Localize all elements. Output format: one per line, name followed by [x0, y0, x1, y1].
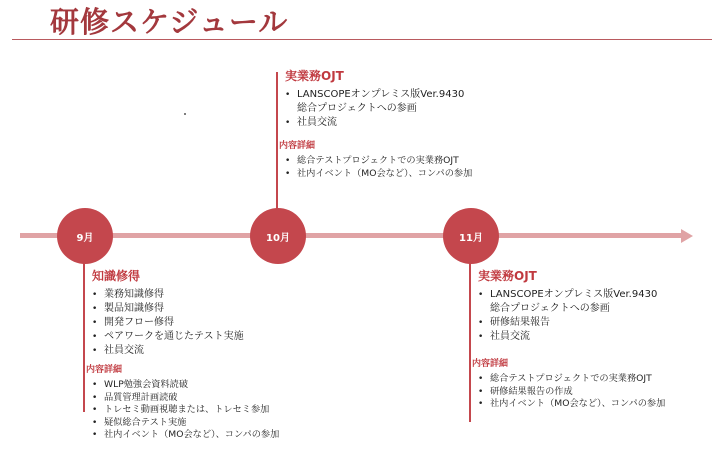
phase-nov-items	[478, 288, 665, 344]
node-nov-label: 11月	[459, 232, 483, 244]
list-item: • WLP勉強会資料読破	[92, 379, 279, 392]
stem-sep	[83, 262, 85, 412]
phase-oct-details	[285, 155, 472, 180]
list-item: • 社内イベント（MO会など）、コンパの参加	[285, 168, 472, 181]
phase-nov	[472, 268, 666, 411]
list-item: • 疑似総合テスト実施	[92, 417, 279, 430]
phase-sep	[86, 268, 280, 442]
timeline-bar	[20, 233, 682, 238]
page-title: 研修スケジュール	[50, 5, 289, 39]
phase-nov-detail-heading: 内容詳細	[472, 359, 509, 369]
node-oct	[250, 208, 306, 264]
list-item: • 品質管理計画読破	[92, 392, 279, 405]
list-item: • ペアワークを通じたテスト実施	[92, 330, 279, 344]
phase-nov-title: 実業務OJT	[478, 269, 537, 283]
phase-nov-details	[478, 373, 665, 411]
list-item: • 社員交流	[285, 116, 472, 130]
phase-oct	[279, 68, 473, 180]
phase-sep-title: 知識修得	[92, 269, 141, 283]
phase-oct-items	[285, 88, 472, 130]
list-item: • 研修結果報告の作成	[478, 386, 665, 399]
node-sep-label: 9月	[76, 232, 94, 244]
list-item: • 社員交流	[478, 330, 665, 344]
list-item: • LANSCOPEオンプレミス版Ver.9430 総合プロジェクトへの参画	[285, 88, 472, 116]
phase-sep-detail-heading: 内容詳細	[86, 365, 123, 375]
node-sep	[57, 208, 113, 264]
list-item: • 研修結果報告	[478, 316, 665, 330]
phase-sep-details	[92, 379, 279, 442]
list-item: • 総合テストプロジェクトでの実業務OJT	[478, 373, 665, 386]
list-item: • 総合テストプロジェクトでの実業務OJT	[285, 155, 472, 168]
list-item: • 社員交流	[92, 344, 279, 358]
list-item: • 業務知識修得	[92, 288, 279, 302]
list-item: • 社内イベント（MO会など）、コンパの参加	[478, 398, 665, 411]
phase-sep-items	[92, 288, 279, 358]
stray-dot	[184, 113, 186, 115]
list-item: • トレセミ動画視聴または、トレセミ参加	[92, 404, 279, 417]
list-item: • LANSCOPEオンプレミス版Ver.9430 総合プロジェクトへの参画	[478, 288, 665, 316]
node-nov	[443, 208, 499, 264]
title-underline	[12, 39, 712, 40]
phase-oct-detail-heading: 内容詳細	[279, 141, 316, 151]
list-item: • 社内イベント（MO会など）、コンパの参加	[92, 429, 279, 442]
list-item: • 開発フロー修得	[92, 316, 279, 330]
node-oct-label: 10月	[266, 232, 290, 244]
stem-oct	[276, 72, 278, 212]
phase-oct-title: 実業務OJT	[285, 69, 344, 83]
list-item: • 製品知識修得	[92, 302, 279, 316]
stem-nov	[469, 262, 471, 422]
timeline-arrowhead	[681, 229, 693, 243]
